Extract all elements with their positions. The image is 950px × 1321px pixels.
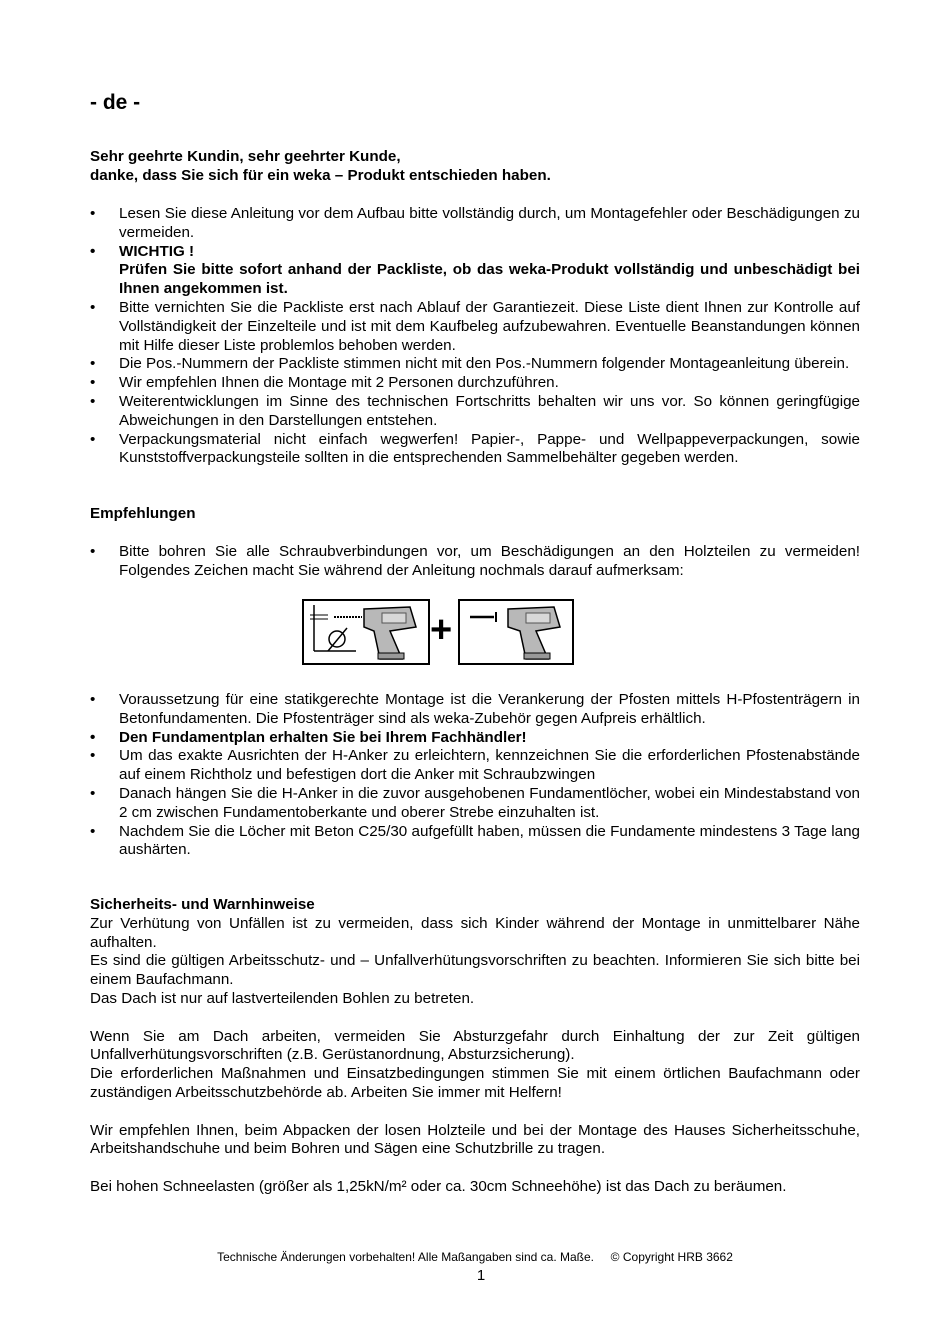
list-item: • Den Fundamentplan erhalten Sie bei Ihrem Fachhändler! — [90, 729, 860, 748]
safety-paragraph: Wenn Sie am Dach arbeiten, vermeiden Sie Absturzgefahr durch Einhaltung der zur Zeit gültigen Unfallverhütungsvorschriften (z.B. Gerüstanordnung, Absturzsicherung). — [90, 1027, 860, 1064]
footer-notice: Technische Änderungen vorbehalten! Alle Maßangaben sind ca. Maße. — [217, 1250, 594, 1264]
plus-sign: + — [430, 609, 453, 651]
important-text: Prüfen Sie bitte sofort anhand der Packliste, ob das weka-Produkt vollständig und unbeschädigt bei Ihnen angekommen ist. — [119, 261, 860, 298]
list-item: • Nachdem Sie die Löcher mit Beton C25/30 aufgefüllt haben, müssen die Fundamente mindestens 3 Tage lang aushärten. — [90, 823, 860, 861]
list-item-important — [90, 243, 860, 299]
recommendations-list-top — [90, 543, 860, 581]
list-item: • Wir empfehlen Ihnen die Montage mit 2 Personen durchzuführen. — [90, 374, 860, 393]
greeting-line-2: danke, dass Sie sich für ein weka – Produkt entschieden haben. — [90, 166, 551, 184]
safety-paragraph: Wir empfehlen Ihnen, beim Abpacken der losen Holzteile und bei der Montage des Hauses Sicherheitsschuhe, Arbeitshandschuhe und beim Bohren und Sägen eine Schutzbrille zu tragen. — [90, 1121, 860, 1158]
safety-heading: Sicherheits- und Warnhinweise — [90, 896, 315, 913]
list-item: • Weiterentwicklungen im Sinne des technischen Fortschritts behalten wir uns vor. So können geringfügige Abweichungen in den Darstellungen entstehen. — [90, 393, 860, 431]
language-heading: - de - — [90, 91, 141, 114]
greeting — [90, 148, 860, 186]
list-item: • Bitte bohren Sie alle Schraubverbindungen vor, um Beschädigungen an den Holzteilen zu vermeiden! Folgendes Zeichen macht Sie während der Anleitung nochmals darauf aufmerksam: — [90, 543, 860, 581]
safety-paragraph: Bei hohen Schneelasten (größer als 1,25kN/m² oder ca. 30cm Schneehöhe) ist das Dach zu beräumen. — [90, 1177, 787, 1195]
list-item: • Lesen Sie diese Anleitung vor dem Aufbau bitte vollständig durch, um Montagefehler oder Beschädigungen zu vermeiden. — [90, 205, 860, 243]
intro-list — [90, 205, 860, 468]
safety-paragraph: Zur Verhütung von Unfällen ist zu vermeiden, dass sich Kinder während der Montage in unmittelbarer Nähe aufhalten. — [90, 914, 860, 951]
list-item: • Voraussetzung für eine statikgerechte Montage ist die Verankerung der Pfosten mittels H-Pfostenträgern in Betonfundamenten. Die Pfostenträger sind als weka-Zubehör gegen Aufpreis erhältlich. — [90, 691, 860, 729]
footer — [0, 1248, 950, 1267]
safety-paragraph: Die erforderlichen Maßnahmen und Einsatzbedingungen stimmen Sie mit einem örtlichen Baufachmann oder zuständigen Arbeitsschutzbehörde ab. Arbeiten Sie immer mit Helfern! — [90, 1065, 860, 1101]
drill-with-bit-icon — [302, 599, 430, 665]
safety-paragraph: Das Dach ist nur auf lastverteilenden Bohlen zu betreten. — [90, 989, 475, 1007]
list-item: • Bitte vernichten Sie die Packliste erst nach Ablauf der Garantiezeit. Diese Liste dient Ihnen zur Kontrolle auf Vollständigkeit der Einzelteile und ist mit dem Kaufbeleg aufzubewahren. Eventuelle Beanstandungen können mit Hilfe dieser Liste problemlos behoben werden. — [90, 299, 860, 355]
safety-section — [90, 896, 860, 1197]
predrill-symbol — [302, 599, 574, 663]
list-item: • Um das exakte Ausrichten der H-Anker zu erleichtern, kennzeichnen Sie die erforderlichen Pfostenabstände auf einem Richtholz und befestigen dort die Anker mit Schraubzwingen — [90, 747, 860, 785]
safety-paragraph: Es sind die gültigen Arbeitsschutz- und – Unfallverhütungsvorschriften zu beachten. Informieren Sie sich bitte bei einem Baufachmann. — [90, 952, 860, 989]
greeting-line-1: Sehr geehrte Kundin, sehr geehrter Kunde, — [90, 148, 401, 165]
list-item: • Die Pos.-Nummern der Packliste stimmen nicht mit den Pos.-Nummern folgender Montageanleitung überein. — [90, 355, 860, 374]
list-item: • Danach hängen Sie die H-Anker in die zuvor ausgehobenen Fundamentlöcher, wobei ein Mindestabstand von 2 cm zwischen Fundamentoberkante und oberer Strebe einzuhalten ist. — [90, 785, 860, 823]
important-label: WICHTIG ! — [119, 242, 195, 260]
recommendations-list-bottom — [90, 691, 860, 860]
footer-copyright: © Copyright HRB 3662 — [610, 1250, 733, 1264]
drill-with-screw-icon — [458, 599, 574, 665]
list-item: • Verpackungsmaterial nicht einfach wegwerfen! Papier-, Pappe- und Wellpappeverpackungen, sowie Kunststoffverpackungsteile sollten in die entsprechenden Sammelbehälter gegeben werden. — [90, 431, 860, 469]
recommendations-heading: Empfehlungen — [90, 505, 196, 522]
page-number: 1 — [476, 1267, 486, 1284]
